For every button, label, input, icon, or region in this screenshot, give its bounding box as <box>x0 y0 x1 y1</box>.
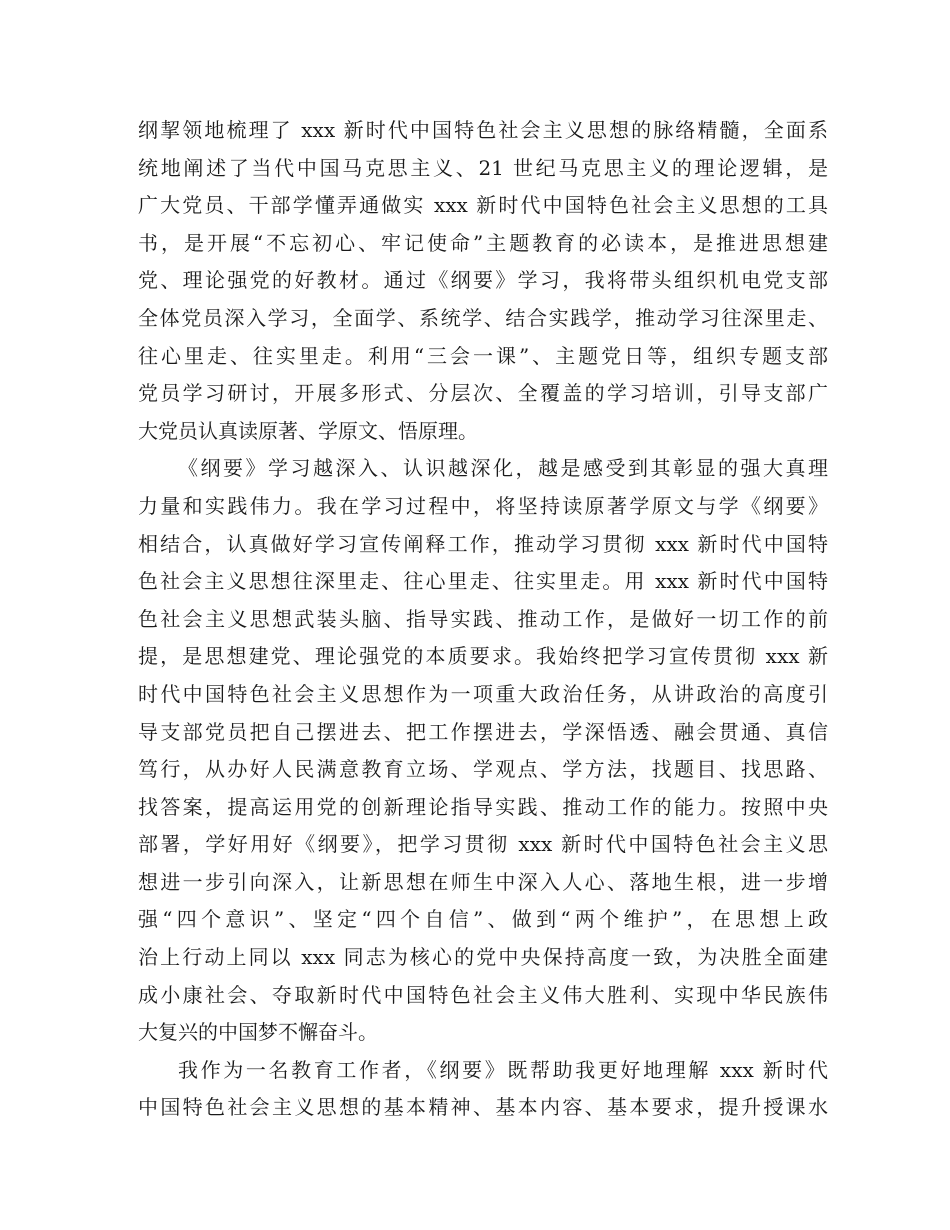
text-line: 部署，学好用好《纲要》，把学习贯彻 xxx 新时代中国特色社会主义思 <box>138 832 828 857</box>
text-line: 成小康社会、夺取新时代中国特色社会主义伟大胜利、实现中华民族伟 <box>138 982 828 1007</box>
text-line: 提，是思想建党、理论强党的本质要求。我始终把学习宣传贯彻 xxx 新 <box>138 644 828 669</box>
text-line: 强“四个意识”、坚定“四个自信”、做到“两个维护”，在思想上政 <box>138 907 828 932</box>
text-line: 色社会主义思想武装头脑、指导实践、推动工作，是做好一切工作的前 <box>138 606 828 631</box>
text-line: 全体党员深入学习，全面学、系统学、结合实践学，推动学习往深里走、 <box>138 305 828 330</box>
text-line: 往心里走、往实里走。利用“三会一课”、主题党日等，组织专题支部 <box>138 343 828 368</box>
paragraph <box>138 1052 828 1127</box>
text-line: 党员学习研讨，开展多形式、分层次、全覆盖的学习培训，引导支部广 <box>138 381 828 406</box>
text-line: 广大党员、干部学懂弄通做实 xxx 新时代中国特色社会主义思想的工具 <box>138 193 828 218</box>
text-line: 时代中国特色社会主义思想作为一项重大政治任务，从讲政治的高度引 <box>138 681 828 706</box>
text-line: 色社会主义思想往深里走、往心里走、往实里走。用 xxx 新时代中国特 <box>138 569 828 594</box>
paragraph <box>138 112 828 450</box>
text-line: 统地阐述了当代中国马克思主义、21 世纪马克思主义的理论逻辑，是 <box>138 155 828 180</box>
paragraph <box>138 450 828 1052</box>
text-line: 大复兴的中国梦不懈奋斗。 <box>138 1020 378 1045</box>
text-line: 想进一步引向深入，让新思想在师生中深入人心、落地生根，进一步增 <box>138 869 828 894</box>
text-line: 导支部党员把自己摆进去、把工作摆进去，学深悟透、融会贯通、真信 <box>138 719 828 744</box>
text-line: 纲挈领地梳理了 xxx 新时代中国特色社会主义思想的脉络精髓，全面系 <box>138 118 828 142</box>
text-line: 大党员认真读原著、学原文、悟原理。 <box>138 418 478 443</box>
text-line: 治上行动上同以 xxx 同志为核心的党中央保持高度一致，为决胜全面建 <box>138 945 828 970</box>
text-line: 相结合，认真做好学习宣传阐释工作，推动学习贯彻 xxx 新时代中国特 <box>138 531 828 556</box>
text-line: 中国特色社会主义思想的基本精神、基本内容、基本要求，提升授课水 <box>138 1095 828 1120</box>
text-line: 书，是开展“不忘初心、牢记使命”主题教育的必读本，是推进思想建 <box>138 230 828 255</box>
text-line: 笃行，从办好人民满意教育立场、学观点、学方法，找题目、找思路、 <box>138 757 828 782</box>
text-line: 党、理论强党的好教材。通过《纲要》学习，我将带头组织机电党支部 <box>138 268 828 293</box>
body-text <box>138 112 828 1127</box>
text-line: 力量和实践伟力。我在学习过程中，将坚持读原著学原文与学《纲要》 <box>138 493 828 518</box>
text-line: 《纲要》学习越深入、认识越深化，越是感受到其彰显的强大真理 <box>178 456 828 481</box>
text-line: 我作为一名教育工作者，《纲要》既帮助我更好地理解 xxx 新时代 <box>178 1057 828 1082</box>
text-line: 找答案，提高运用党的创新理论指导实践、推动工作的能力。按照中央 <box>138 794 828 819</box>
